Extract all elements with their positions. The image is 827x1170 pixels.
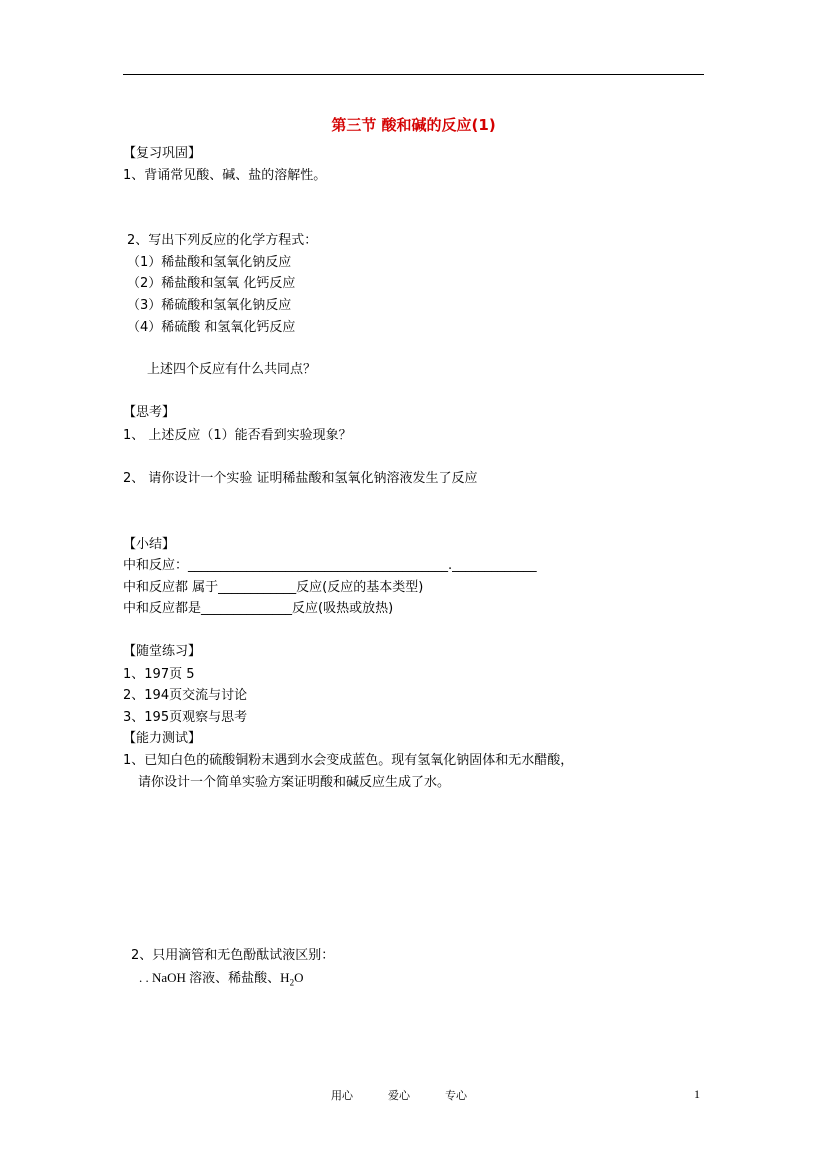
ability-question-2-options <box>139 970 303 991</box>
footer-text-b: 爱心 <box>388 1089 410 1102</box>
header-rule <box>123 74 704 75</box>
summary-line-3: 中和反应都是______________反应(吸热或放热) <box>123 601 394 616</box>
reaction-item-3: （3）稀硫酸和氢氧化钠反应 <box>127 298 292 313</box>
common-point-question: 上述四个反应有什么共同点？ <box>147 362 317 377</box>
think-question-1: 1、 上述反应（1）能否看到实验现象？ <box>123 428 352 443</box>
practice-item-1: 1、197页 5 <box>123 667 195 682</box>
section-heading-review: 【复习巩固】 <box>123 146 202 161</box>
reaction-item-2: （2）稀盐酸和氢氧 化钙反应 <box>127 276 296 291</box>
reaction-item-4: （4）稀硫酸 和氢氧化钙反应 <box>127 320 296 335</box>
options-text: . . NaOH 溶液、稀盐酸、H <box>139 970 290 985</box>
ability-question-1a: 1、已知白色的硫酸铜粉末遇到水会变成蓝色。现有氢氧化钠固体和无水醋酸， <box>123 753 574 768</box>
think-question-2: 2、 请你设计一个实验 证明稀盐酸和氢氧化钠溶液发生了反应 <box>123 471 478 486</box>
summary-line-2: 中和反应都 属于____________反应(反应的基本类型) <box>123 580 424 595</box>
reaction-item-1: （1）稀盐酸和氢氧化钠反应 <box>127 255 292 270</box>
practice-item-2: 2、194页交流与讨论 <box>123 688 248 703</box>
review-question-1: 1、背诵常见酸、碱、盐的溶解性。 <box>123 168 327 183</box>
section-heading-think: 【思考】 <box>123 405 176 420</box>
ability-question-1b: 请你设计一个简单实验方案证明酸和碱反应生成了水。 <box>138 775 451 790</box>
ability-question-2: 2、只用滴管和无色酚酞试液区别： <box>131 948 335 963</box>
options-suffix: O <box>294 970 304 985</box>
review-question-2: 2、写出下列反应的化学方程式： <box>127 233 318 248</box>
subscript-2: 2 <box>289 977 295 988</box>
page-number: 1 <box>694 1087 700 1101</box>
section-heading-summary: 【小结】 <box>123 537 176 552</box>
page-title: 第三节 酸和碱的反应(1) <box>331 116 496 134</box>
summary-line-1: 中和反应：________________________________________._____________ <box>123 558 537 573</box>
footer-text-c: 专心 <box>445 1089 467 1102</box>
section-heading-ability: 【能力测试】 <box>123 731 202 746</box>
footer-text-a: 用心 <box>331 1089 353 1102</box>
practice-item-3: 3、195页观察与思考 <box>123 710 248 725</box>
section-heading-practice: 【随堂练习】 <box>123 644 202 659</box>
